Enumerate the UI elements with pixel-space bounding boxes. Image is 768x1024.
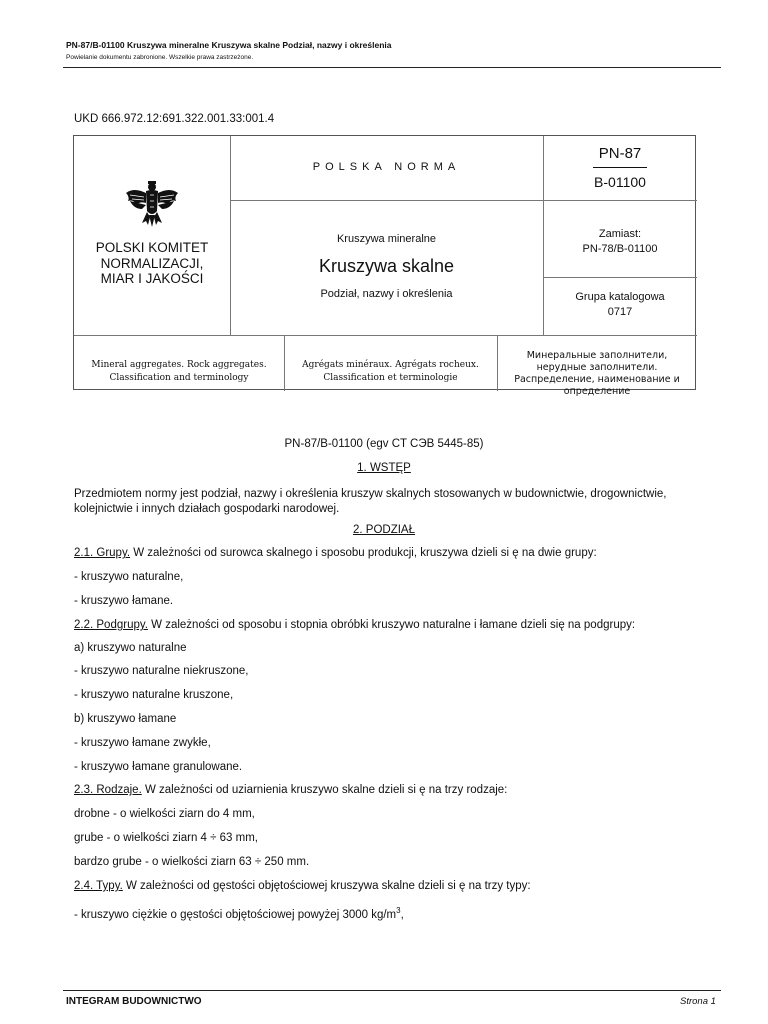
list-item: - kruszywo naturalne niekruszone, (74, 665, 249, 677)
subject-category: Kruszywa mineralne (336, 233, 437, 245)
committee-name (74, 240, 230, 287)
ukd-code: UKD 666.972.12:691.322.001.33:001.4 (74, 113, 275, 125)
translation-line: Минеральные заполнители, (526, 350, 668, 361)
list-item: a) kruszywo naturalne (74, 642, 187, 654)
table-divider (543, 277, 697, 278)
list-item-text: - kruszywo ciężkie o gęstości objętościowej powyżej 3000 kg/m (74, 908, 397, 921)
norm-reference-line: PN-87/B-01100 (egv CT CЭB 5445-85) (284, 438, 484, 450)
header-divider (63, 67, 721, 68)
translation-french (284, 346, 497, 391)
catalog-group-label: Grupa katalogowa (575, 291, 665, 303)
footer-page-number: Strona 1 (680, 996, 716, 1007)
paragraph-text: W zależności od sposobu i stopnia obróbki kruszywo naturalne i łamane dzieli się na podgrupy: (147, 619, 636, 631)
paragraph-line: Przedmiotem normy jest podział, nazwy i określenia kruszyw skalnych stosowanych w budownictwie, drogownictwie, (74, 488, 667, 500)
committee-name-line: NORMALIZACJI, (100, 255, 204, 271)
footer-divider (63, 990, 721, 991)
paragraph-label: 2.1. Grupy. (74, 547, 131, 559)
section-heading: 2. PODZIAŁ (353, 524, 415, 536)
section-heading: 1. WSTĘP (357, 462, 411, 474)
subject-title: Kruszywa skalne (318, 256, 455, 276)
list-item: bardzo grube - o wielkości ziarn 63 ÷ 250 mm. (74, 856, 310, 868)
translation-russian (497, 346, 697, 397)
polska-norma-label: POLSKA NORMA (312, 161, 461, 173)
norm-number-rule (593, 167, 647, 168)
table-divider (230, 200, 697, 201)
paragraph-line: kolejnictwie i innych działach gospodarki narodowej. (74, 503, 340, 515)
paragraph-2-1 (74, 546, 704, 561)
translation-line: Classification and terminology (109, 373, 249, 383)
norm-number-top: PN-87 (598, 145, 642, 162)
translation-line: Agrégats minéraux. Agrégats rocheux. (302, 360, 479, 370)
committee-name-line: MIAR I JAKOŚCI (100, 271, 204, 286)
document-header-subtitle: Powielanie dokumentu zabronione. Wszelkie prawa zastrzeżone. (66, 54, 254, 61)
footer-publisher: INTEGRAM BUDOWNICTWO (66, 996, 202, 1007)
committee-name-line: POLSKI KOMITET (95, 240, 209, 255)
list-item: drobne - o wielkości ziarn do 4 mm, (74, 808, 255, 820)
list-item: b) kruszywo łamane (74, 713, 177, 725)
translation-line: нерудные заполнители. (536, 362, 658, 373)
paragraph-label: 2.2. Podgrupy. (74, 619, 148, 631)
paragraph-text: W zależności od surowca skalnego i sposobu produkcji, kruszywa dzieli si ę na dwie grupy: (130, 547, 597, 559)
translation-line: Classification et terminologie (323, 373, 458, 383)
list-item: - kruszywo naturalne, (74, 571, 184, 583)
paragraph-2-4 (74, 879, 704, 894)
paragraph-2-3 (74, 783, 704, 798)
list-item: - kruszywo naturalne kruszone, (74, 689, 234, 701)
translation-line: Распределение, наименование и (514, 374, 680, 385)
list-item (74, 903, 704, 923)
norm-number-bottom: B-01100 (594, 174, 646, 190)
paragraph-label: 2.4. Typy. (74, 880, 123, 892)
list-item: - kruszywo łamane granulowane. (74, 761, 243, 773)
polish-eagle-emblem (124, 179, 180, 229)
superscript: 3 (396, 906, 401, 915)
list-item-end: , (400, 908, 404, 921)
subject-subtitle: Podział, nazwy i określenia (320, 288, 453, 300)
list-item: - kruszywo łamane zwykłe, (74, 737, 211, 749)
table-divider (74, 335, 697, 336)
document-header-title: PN-87/B-01100 Kruszywa mineralne Kruszywa skalne Podział, nazwy i określenia (66, 40, 392, 50)
paragraph-text: W zależności od uziarnienia kruszywo skalne dzieli si ę na trzy rodzaje: (141, 784, 508, 796)
translation-english (74, 346, 284, 391)
catalog-group-value: 0717 (607, 306, 633, 318)
list-item: - kruszywo łamane. (74, 595, 174, 607)
paragraph (74, 487, 704, 517)
translation-line: определение (563, 386, 631, 397)
replaces-value: PN-78/B-01100 (582, 243, 658, 255)
replaces-label: Zamiast: (598, 228, 642, 240)
translation-line: Mineral aggregates. Rock aggregates. (91, 360, 267, 370)
paragraph-label: 2.3. Rodzaje. (74, 784, 142, 796)
paragraph-2-2 (74, 618, 704, 633)
list-item: grube - o wielkości ziarn 4 ÷ 63 mm, (74, 832, 258, 844)
title-block-table (73, 135, 696, 397)
paragraph-text: W zależności od gęstości objętościowej kruszywa skalne dzieli si ę na trzy typy: (122, 880, 531, 892)
